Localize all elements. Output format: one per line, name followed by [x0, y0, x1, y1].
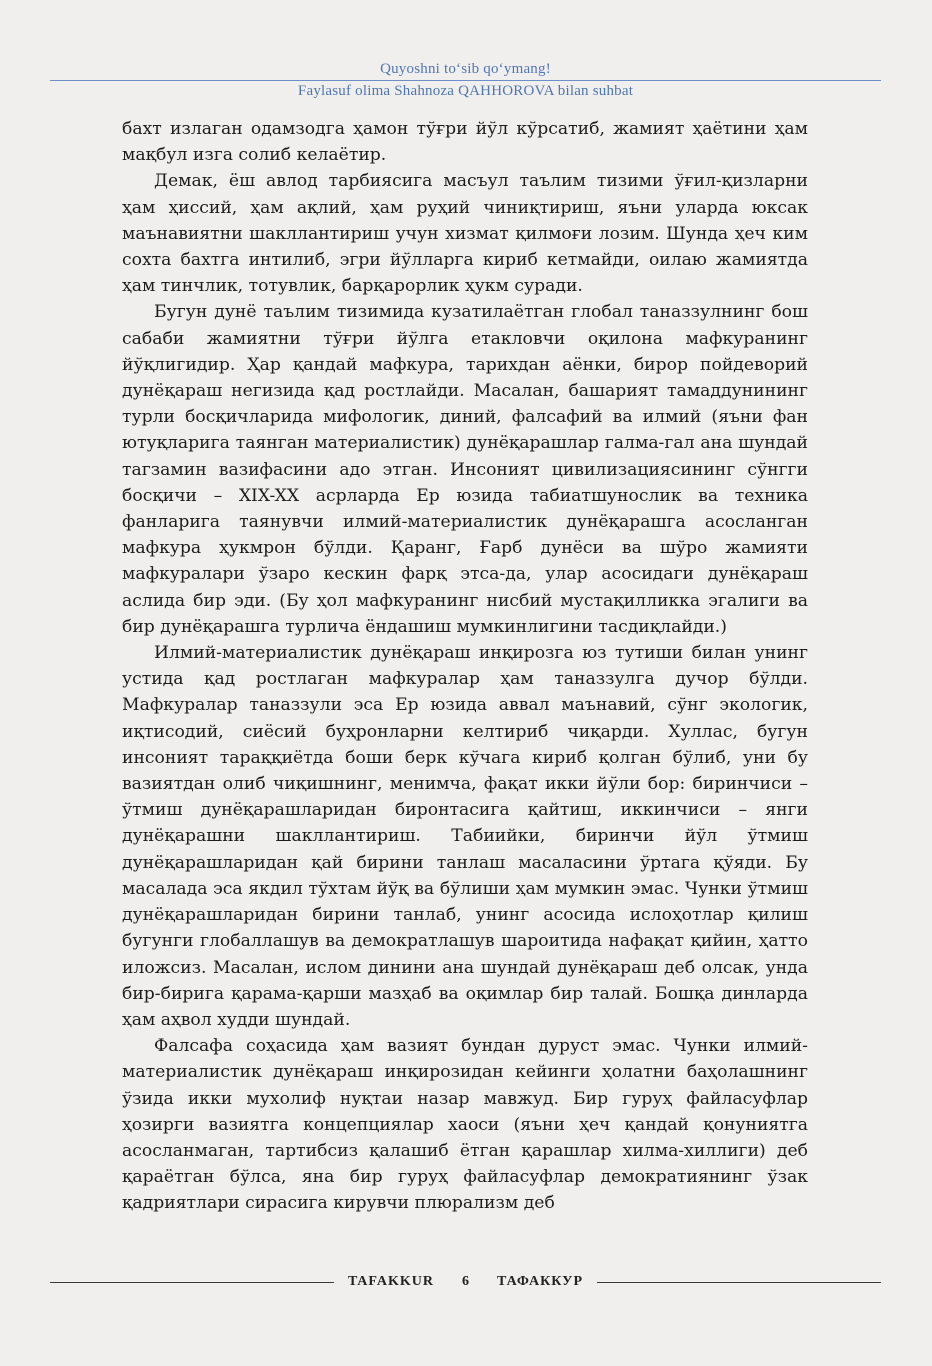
paragraph: Бугун дунё таълим тизимида кузатилаётган глобал таназзулнинг бош сабаби жамиятни тўғри йўлга етакловчи оқилона мафкуранинг йўқлигидир. Ҳар қандай мафкура, тарихдан аёнки, бирор пойдеворий дунёқараш негизида қад ростлайди. Масалан, башарият тамаддунининг турли босқичларида мифологик, диний, фалсафий ва илмий (яъни фан ютуқларига таянган материалистик) дунёқарашлар галма-гал ана шундай тагзамин вазифасини адо этган. Инсоният цивилизациясининг сўнгги босқичи – XIX-XX асрларда Ер юзида табиатшунослик ва техника фанларига таянувчи илмий-материалистик дунёқарашга асосланган мафкура ҳукмрон бўлди. Қаранг, Ғарб дунёси ва шўро жамияти мафкуралари ўзаро кескин фарқ этса-да, улар асосидаги дунёқараш аслида бир эди. (Бу ҳол мафкуранинг нисбий мустақилликка эгалиги ва бир дунёқарашга турлича ёндашиш мумкинлигини тасдиқлайди.)	[122, 302, 808, 637]
header-rule	[50, 80, 881, 81]
running-header	[50, 60, 881, 100]
page-footer	[50, 1270, 881, 1294]
paragraph: Фалсафа соҳасида ҳам вазият бундан дуруст эмас. Чунки илмий-материалистик дунёқараш инқирозидан кейинги ҳолатни баҳолашнинг ўзида икки мухолиф нуқтаи назар мавжуд. Бир гуруҳ файласуфлар ҳозирги вазиятга концепциялар хаоси (яъни ҳеч қандай қонуниятга асосланмаган, тартибсиз қалашиб ётган қарашлар хилма-хиллиги) деб қараётган бўлса, яна бир гуруҳ файласуфлар демократиянинг ўзак қадриятлари сирасига кирувчи плюрализм деб	[122, 1036, 808, 1214]
paragraph-continued: бахт излаган одамзодга ҳамон тўғри йўл кўрсатиб, жамият ҳаётини ҳам мақбул изга солиб келаётир.	[122, 119, 808, 166]
paragraph: Демак, ёш авлод тарбиясига масъул таълим тизими ўғил-қизларни ҳам ҳиссий, ҳам ақлий, ҳам руҳий чиниқтириш, яъни уларда юксак маънавиятни шакллантириш учун хизмат қилмоғи лозим. Шунда ҳеч ким сохта бахтга интилиб, эгри йўлларга кириб кетмайди, оилаю жамиятда ҳам тинчлик, тотувлик, барқарорлик ҳукм суради.	[122, 171, 808, 297]
article-body	[122, 116, 808, 1217]
footer-rule-left	[50, 1282, 334, 1283]
footer-magazine-latin: TAFAKKUR	[347, 1274, 435, 1289]
footer-magazine-cyrillic: ТАФАККУР	[497, 1274, 584, 1289]
page-number: 6	[462, 1274, 470, 1289]
paragraph: Илмий-материалистик дунёқараш инқирозга юз тутиши билан унинг устида қад ростлаган мафкуралар ҳам таназзулга дучор бўлди. Мафкуралар таназзули эса Ер юзида аввал маънавий, сўнг экологик, иқтисодий, сиёсий буҳронларни келтириб чиқарди. Хуллас, бугун инсоният тараққиётда боши берк кўчага кириб қолган бўлиб, уни бу вазиятдан олиб чиқишнинг, менимча, фақат икки йўли бор: биринчиси – ўтмиш дунёқарашларидан биронтасига қайтиш, иккинчиси – янги дунёқарашни шакллантириш. Табиийки, биринчи йўл ўтмиш дунёқарашларидан қай бирини танлаш масаласини ўртага қўяди. Бу масалада эса якдил тўхтам йўқ ва бўлиши ҳам мумкин эмас. Чунки ўтмиш дунёқарашларидан бирини танлаб, унинг асосида ислоҳотлар қилиш бугунги глобаллашув ва демократлашув шароитида нафақат қийин, ҳатто иложсиз. Масалан, ислом динини ана шундай дунёқараш деб олсак, унда бир-бирига қарама-қарши мазҳаб ва оқимлар бир талай. Бошқа динларда ҳам аҳвол худди шундай.	[122, 643, 808, 1030]
header-title: Quyoshni to‘sib qo‘ymang!	[380, 61, 551, 77]
footer-rule-right	[597, 1282, 881, 1283]
header-subtitle: Faylasuf olima Shahnoza QAHHOROVA bilan suhbat	[297, 83, 634, 99]
